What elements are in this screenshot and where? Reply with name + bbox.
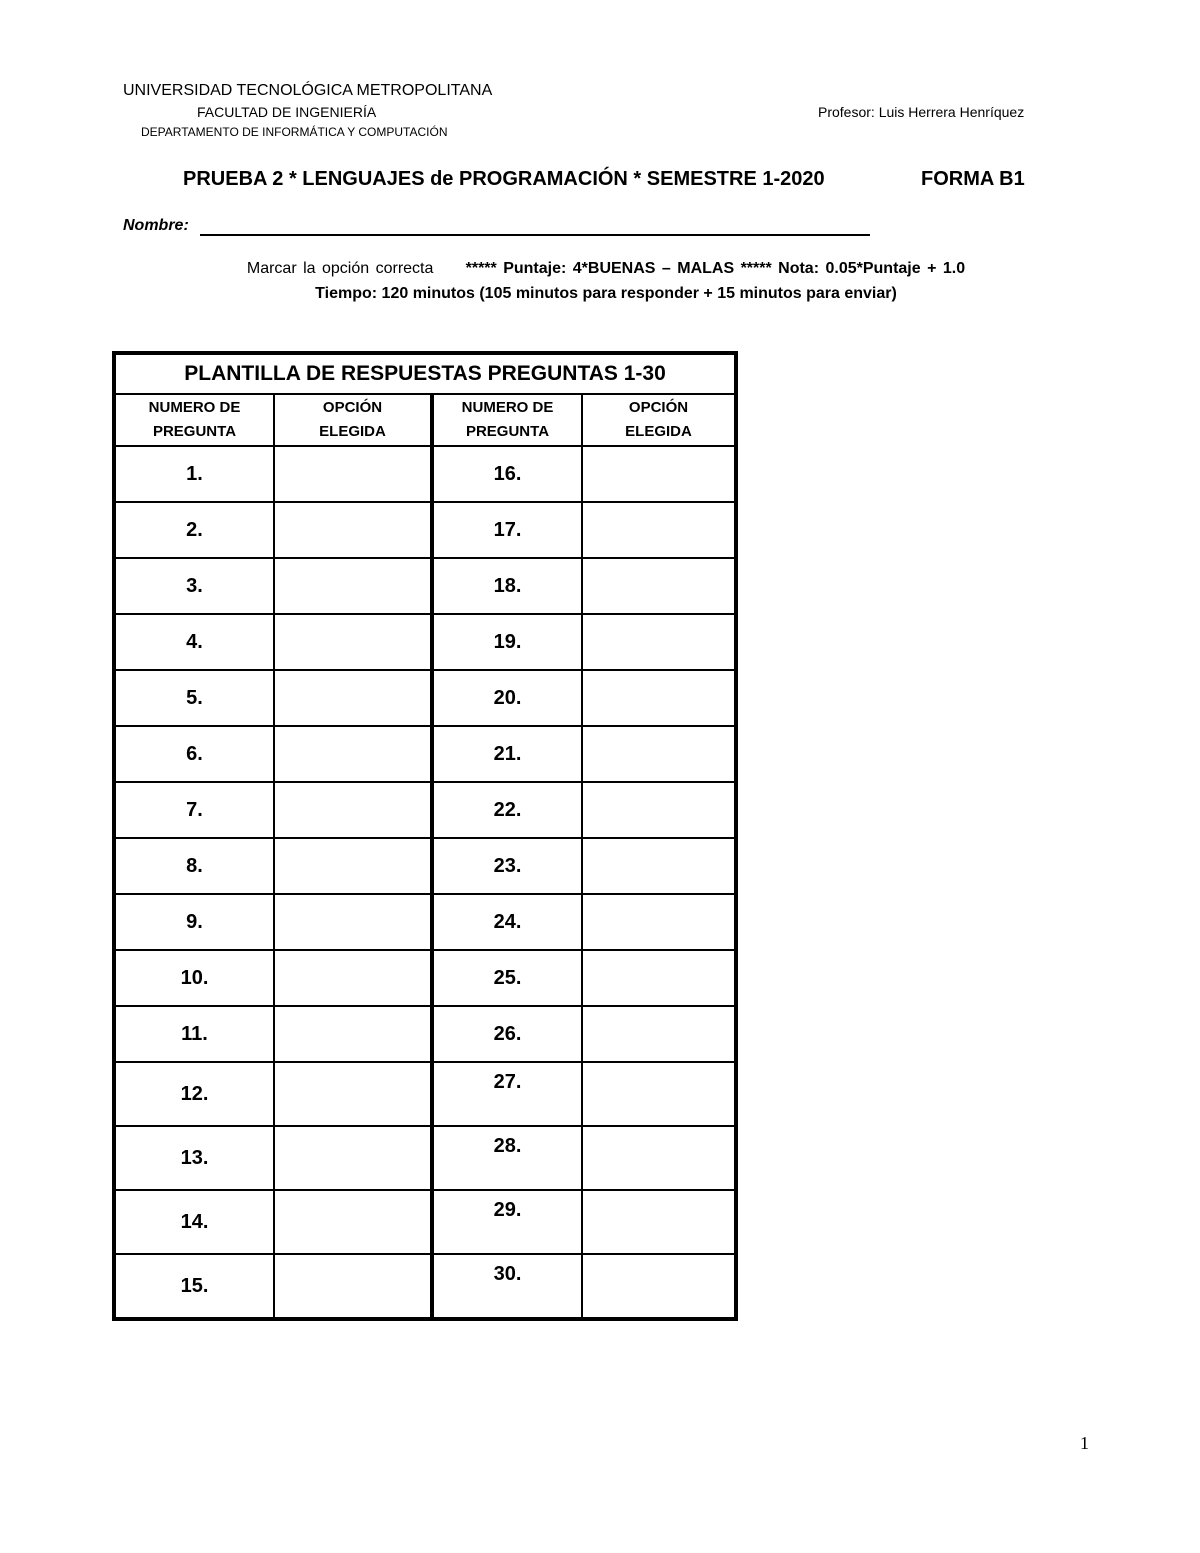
answer-row — [114, 782, 736, 838]
question-number-left: 14. — [114, 1190, 274, 1254]
answer-cell-right[interactable] — [582, 614, 736, 670]
answer-cell-left[interactable] — [274, 950, 432, 1006]
answer-row — [114, 558, 736, 614]
answer-cell-left[interactable] — [274, 726, 432, 782]
question-number-right: 28. — [432, 1126, 582, 1190]
answer-row — [114, 1126, 736, 1190]
question-number-left: 13. — [114, 1126, 274, 1190]
answer-row — [114, 614, 736, 670]
answer-cell-right[interactable] — [582, 558, 736, 614]
answer-cell-right[interactable] — [582, 726, 736, 782]
question-number-right: 19. — [432, 614, 582, 670]
answer-cell-left[interactable] — [274, 1254, 432, 1319]
col-header-question-right: NUMERO DE PREGUNTA — [432, 394, 582, 446]
answer-cell-left[interactable] — [274, 782, 432, 838]
answer-cell-left[interactable] — [274, 1006, 432, 1062]
question-number-left: 15. — [114, 1254, 274, 1319]
question-number-left: 3. — [114, 558, 274, 614]
question-number-left: 7. — [114, 782, 274, 838]
col-header-question-left: NUMERO DE PREGUNTA — [114, 394, 274, 446]
answer-cell-right[interactable] — [582, 1062, 736, 1126]
professor-name: Profesor: Luis Herrera Henríquez — [818, 104, 1025, 120]
question-number-right: 20. — [432, 670, 582, 726]
rules-scoring: ***** Puntaje: 4*BUENAS – MALAS ***** Nota: 0.05*Puntaje + 1.0 — [465, 260, 966, 277]
answer-cell-left[interactable] — [274, 446, 432, 502]
question-number-left: 9. — [114, 894, 274, 950]
answer-cell-right[interactable] — [582, 838, 736, 894]
answer-row — [114, 502, 736, 558]
answer-row — [114, 838, 736, 894]
question-number-left: 5. — [114, 670, 274, 726]
answer-cell-right[interactable] — [582, 894, 736, 950]
exam-title: PRUEBA 2 * LENGUAJES de PROGRAMACIÓN * SEMESTRE 1-2020 — [183, 168, 825, 190]
question-number-right: 23. — [432, 838, 582, 894]
answer-row — [114, 726, 736, 782]
name-label: Nombre: — [123, 217, 189, 234]
answer-row — [114, 1254, 736, 1319]
rules-instruction: Marcar la opción correcta — [246, 260, 434, 277]
answer-row — [114, 446, 736, 502]
answer-cell-right[interactable] — [582, 950, 736, 1006]
time-rules: Tiempo: 120 minutos (105 minutos para responder + 15 minutos para enviar) — [315, 285, 897, 302]
name-field-line[interactable] — [200, 234, 870, 236]
question-number-left: 1. — [114, 446, 274, 502]
faculty-name: FACULTAD DE INGENIERÍA — [197, 104, 377, 120]
department-name: DEPARTAMENTO DE INFORMÁTICA Y COMPUTACIÓN — [141, 125, 448, 139]
question-number-right: 16. — [432, 446, 582, 502]
page-number: 1 — [1080, 1433, 1089, 1453]
answer-cell-left[interactable] — [274, 894, 432, 950]
question-number-left: 8. — [114, 838, 274, 894]
answer-cell-left[interactable] — [274, 1126, 432, 1190]
question-number-left: 11. — [114, 1006, 274, 1062]
institution-name: UNIVERSIDAD TECNOLÓGICA METROPOLITANA — [123, 82, 493, 99]
answer-row — [114, 950, 736, 1006]
answer-cell-right[interactable] — [582, 1254, 736, 1319]
answer-cell-left[interactable] — [274, 1190, 432, 1254]
col-header-option-left: OPCIÓN ELEGIDA — [274, 394, 432, 446]
question-number-left: 6. — [114, 726, 274, 782]
answer-cell-left[interactable] — [274, 614, 432, 670]
answer-cell-right[interactable] — [582, 1006, 736, 1062]
answer-cell-right[interactable] — [582, 1126, 736, 1190]
answer-sheet-table — [112, 351, 738, 1321]
scoring-rules — [0, 260, 1200, 278]
question-number-right: 24. — [432, 894, 582, 950]
question-number-left: 2. — [114, 502, 274, 558]
answer-row — [114, 1190, 736, 1254]
column-header-row — [114, 394, 736, 446]
answer-row — [114, 894, 736, 950]
answer-cell-right[interactable] — [582, 446, 736, 502]
question-number-right: 21. — [432, 726, 582, 782]
exam-form: FORMA B1 — [921, 168, 1025, 190]
answer-cell-left[interactable] — [274, 502, 432, 558]
question-number-left: 12. — [114, 1062, 274, 1126]
answer-cell-right[interactable] — [582, 782, 736, 838]
answer-cell-left[interactable] — [274, 670, 432, 726]
answer-cell-left[interactable] — [274, 838, 432, 894]
answer-row — [114, 1006, 736, 1062]
question-number-right: 30. — [432, 1254, 582, 1319]
question-number-right: 18. — [432, 558, 582, 614]
question-number-left: 10. — [114, 950, 274, 1006]
answer-sheet-title: PLANTILLA DE RESPUESTAS PREGUNTAS 1-30 — [114, 353, 736, 394]
answer-cell-left[interactable] — [274, 1062, 432, 1126]
question-number-right: 27. — [432, 1062, 582, 1126]
question-number-right: 17. — [432, 502, 582, 558]
col-header-option-right: OPCIÓN ELEGIDA — [582, 394, 736, 446]
answer-row — [114, 670, 736, 726]
answer-cell-right[interactable] — [582, 502, 736, 558]
answer-cell-right[interactable] — [582, 1190, 736, 1254]
question-number-right: 22. — [432, 782, 582, 838]
answer-row — [114, 1062, 736, 1126]
answer-cell-right[interactable] — [582, 670, 736, 726]
question-number-right: 25. — [432, 950, 582, 1006]
question-number-right: 29. — [432, 1190, 582, 1254]
question-number-left: 4. — [114, 614, 274, 670]
question-number-right: 26. — [432, 1006, 582, 1062]
answer-cell-left[interactable] — [274, 558, 432, 614]
